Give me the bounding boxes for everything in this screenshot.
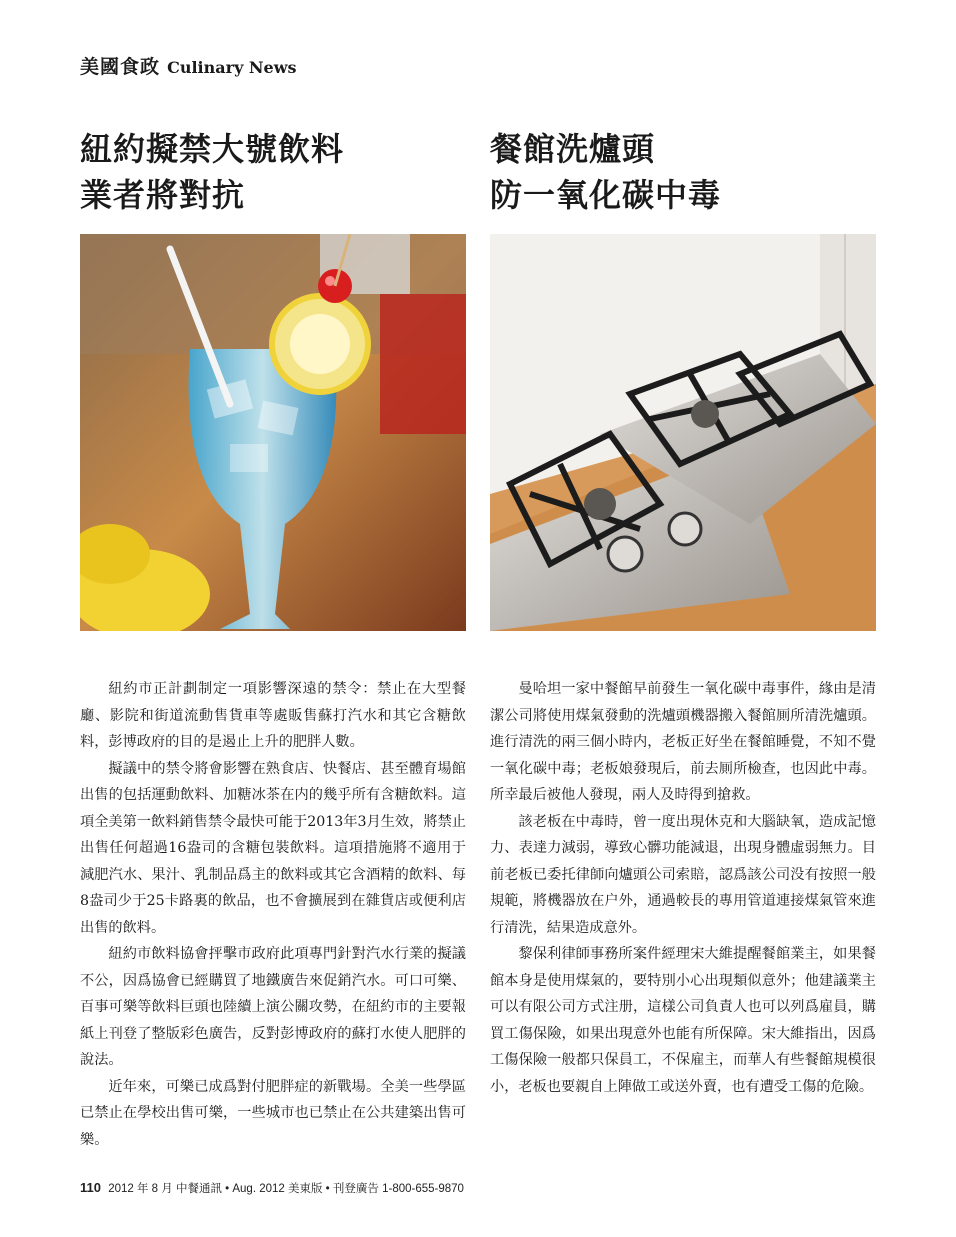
right-paragraph: 該老板在中毒時，曾一度出現休克和大腦缺氧，造成記憶力、表達力減弱，導致心髒功能減退，出現身體虛弱無力。目前老板已委托律師向爐頭公司索賠，認爲該公司没有按照一般規範，將機器放在户外，通過較長的專用管道連接煤氣管來進行清洗，結果造成意外。	[490, 813, 876, 936]
right-headline	[490, 126, 721, 218]
left-article	[80, 676, 466, 1153]
right-paragraph: 曼哈坦一家中餐館早前發生一氧化碳中毒事件，緣由是清潔公司將使用煤氣發動的洗爐頭機器搬入餐館厠所清洗爐頭。進行清洗的兩三個小時内，老板正好坐在餐館睡覺，不知不覺一氧化碳中毒；老板娘發現后，前去厠所檢查，也因此中毒。所幸最后被他人發現，兩人及時得到搶救。	[490, 681, 876, 803]
left-headline	[80, 126, 344, 218]
right-headline-line2: 防一氧化碳中毒	[490, 176, 722, 214]
page-footer	[80, 1180, 464, 1196]
left-paragraph: 擬議中的禁令將會影響在熟食店、快餐店、甚至體育場館出售的包括運動飲料、加糖冰茶在内的幾乎所有含糖飲料。這項全美第一飲料銷售禁令最快可能于2013年3月生效，將禁止出售任何超過16盎司的含糖包裝飲料。這項措施將不適用于減肥汽水、果汁、乳制品爲主的飲料或其它含酒精的飲料、每8盎司少于25卡路裏的飲品，也不會擴展到在雜貨店或便利店出售的飲料。	[80, 760, 466, 936]
section-title-chinese: 美國食政	[80, 56, 161, 78]
left-headline-line1: 紐約擬禁大號飲料	[80, 130, 345, 168]
gas-stove-photo	[490, 234, 876, 631]
section-title-english: Culinary News	[167, 58, 297, 77]
left-paragraph: 紐約市正計劃制定一項影響深遠的禁令：禁止在大型餐廳、影院和街道流動售貨車等處販售蘇打汽水和其它含糖飲料，彭博政府的目的是遏止上升的肥胖人數。	[80, 681, 466, 750]
right-paragraph: 黎保利律師事務所案件經理宋大維提醒餐館業主，如果餐館本身是使用煤氣的，要特別小心出現類似意外；他建議業主可以有限公司方式注册，這樣公司負責人也可以列爲雇員，購買工傷保險，如果出現意外也能有所保障。宋大維指出，因爲工傷保險一般都只保員工，不保雇主，而華人有些餐館規模很小，老板也要親自上陣做工或送外賣，也有遭受工傷的危險。	[490, 946, 876, 1095]
blue-drink-photo	[80, 234, 466, 631]
footer-text: 2012 年 8 月 中餐通訊 • Aug. 2012 美東版 • 刊登廣告 1-800-655-9870	[108, 1183, 464, 1195]
right-headline-line1: 餐館洗爐頭	[490, 130, 656, 168]
left-headline-line2: 業者將對抗	[80, 176, 246, 214]
right-article	[490, 676, 876, 1100]
section-header	[80, 52, 297, 79]
left-paragraph: 近年來，可樂已成爲對付肥胖症的新戰場。全美一些學區已禁止在學校出售可樂，一些城市也已禁止在公共建築出售可樂。	[80, 1078, 466, 1148]
page-number: 110	[80, 1180, 101, 1195]
left-paragraph: 紐約市飲料協會抨擊市政府此項專門針對汽水行業的擬議不公，因爲協會已經購買了地鐵廣告來促銷汽水。可口可樂、百事可樂等飲料巨頭也陸續上演公關攻勢，在紐約市的主要報紙上刊登了整版彩色廣告，反對彭博政府的蘇打水使人肥胖的說法。	[80, 946, 466, 1068]
